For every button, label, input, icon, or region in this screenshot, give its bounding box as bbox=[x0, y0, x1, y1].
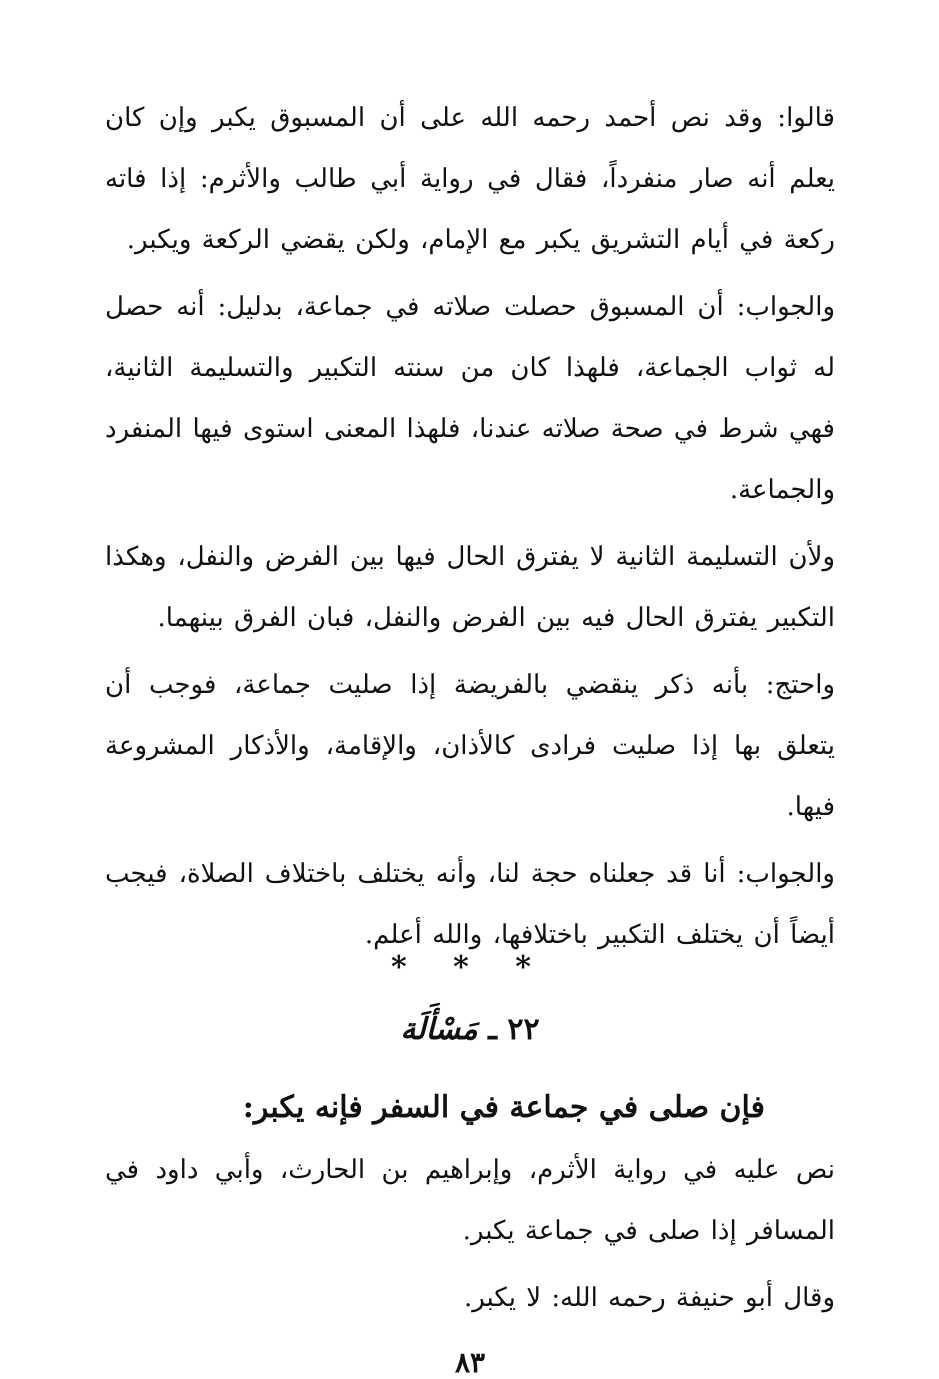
book-page bbox=[105, 88, 835, 1379]
paragraph-2: والجواب: أن المسبوق حصلت صلاته في جماعة، بدليل: أنه حصل له ثواب الجماعة، فلهذا كان من سنته التكبير والتسليمة الثانية، فهي شرط في صحة صلاته عندنا، فلهذا المعنى استوى فيها المنفرد والجماعة. bbox=[105, 292, 835, 505]
section-separator: * * * bbox=[391, 950, 549, 985]
issue-word: مَسْأَلَة bbox=[400, 1012, 478, 1047]
paragraph-7: وقال أبو حنيفة رحمه الله: لا يكبر. bbox=[463, 1283, 835, 1313]
issue-title bbox=[105, 1000, 835, 1060]
issue-heading: فإن صلى في جماعة في السفر فإنه يكبر: bbox=[242, 1090, 765, 1125]
paragraph-4: واحتج: بأنه ذكر ينقضي بالفريضة إذا صليت جماعة، فوجب أن يتعلق بها إذا صليت فرادى كالأذان، والإقامة، والأذكار المشروعة فيها. bbox=[105, 670, 835, 822]
main-text bbox=[105, 88, 835, 966]
issue-number: ٢٢ ـ bbox=[488, 1012, 540, 1047]
issue-body bbox=[105, 1140, 835, 1335]
paragraph-3: ولأن التسليمة الثانية لا يفترق الحال فيها بين الفرض والنفل، وهكذا التكبير يفترق الحال فيه بين الفرض والنفل، فبان الفرق بينهما. bbox=[105, 542, 835, 633]
page-number: ٨٣ bbox=[454, 1346, 486, 1379]
paragraph-5: والجواب: أنا قد جعلناه حجة لنا، وأنه يختلف باختلاف الصلاة، فيجب أيضاً أن يختلف التكبير باختلافها، والله أعلم. bbox=[105, 859, 835, 950]
paragraph-1: قالوا: وقد نص أحمد رحمه الله على أن المسبوق يكبر وإن كان يعلم أنه صار منفرداً، فقال في رواية أبي طالب والأثرم: إذا فاته ركعة في أيام التشريق يكبر مع الإمام، ولكن يقضي الركعة ويكبر. bbox=[105, 103, 835, 255]
paragraph-6: نص عليه في رواية الأثرم، وإبراهيم بن الحارث، وأبي داود في المسافر إذا صلى في جماعة يكبر. bbox=[105, 1155, 835, 1246]
